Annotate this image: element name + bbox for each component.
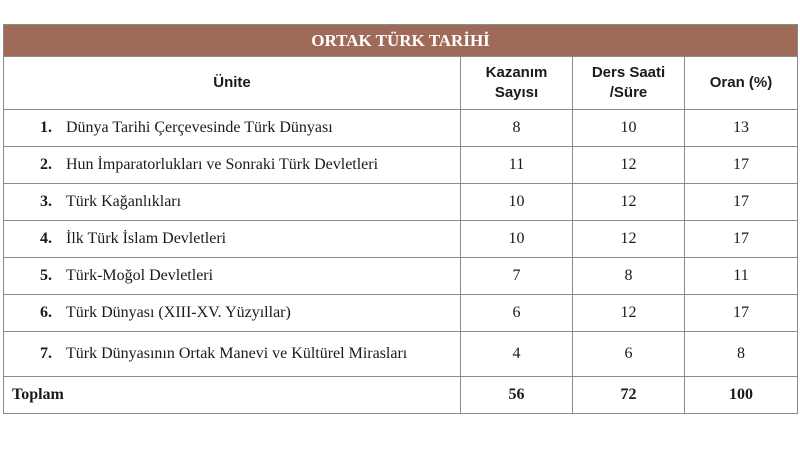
ders-value: 12 (573, 147, 685, 184)
unit-number: 2. (40, 156, 52, 173)
unit-name: Türk Kağanlıkları (66, 193, 182, 210)
total-ders: 72 (573, 377, 685, 414)
table-header-row (4, 57, 798, 110)
unit-cell (4, 332, 461, 377)
total-row (4, 377, 798, 414)
ders-value: 12 (573, 221, 685, 258)
unit-number: 4. (40, 230, 52, 247)
unit-name: Türk Dünyasının Ortak Manevi ve Kültürel Mirasları (66, 345, 408, 362)
table-row (4, 221, 798, 258)
ders-value: 10 (573, 110, 685, 147)
kazanim-value: 10 (461, 221, 573, 258)
table-row (4, 110, 798, 147)
table-title-row (4, 25, 798, 57)
kazanim-value: 11 (461, 147, 573, 184)
unit-name: Türk-Moğol Devletleri (66, 267, 214, 284)
table-row (4, 295, 798, 332)
oran-value: 17 (685, 295, 798, 332)
unit-number: 7. (40, 345, 52, 362)
header-ders-line1: Ders Saati (591, 64, 666, 81)
unit-name: Dünya Tarihi Çerçevesinde Türk Dünyası (66, 119, 333, 136)
ders-value: 8 (573, 258, 685, 295)
total-label: Toplam (4, 377, 461, 414)
header-oran: Oran (%) (685, 57, 798, 110)
unit-cell (4, 295, 461, 332)
curriculum-table (3, 24, 798, 414)
header-ders-saati (573, 57, 685, 110)
table-title: ORTAK TÜRK TARİHİ (4, 25, 798, 57)
unit-cell (4, 258, 461, 295)
total-kazanim: 56 (461, 377, 573, 414)
unit-number: 6. (40, 304, 52, 321)
oran-value: 13 (685, 110, 798, 147)
unit-name: İlk Türk İslam Devletleri (66, 230, 227, 247)
kazanim-value: 4 (461, 332, 573, 377)
kazanim-value: 10 (461, 184, 573, 221)
total-oran: 100 (685, 377, 798, 414)
header-kazanim-line2: Sayısı (494, 84, 539, 101)
table-row (4, 258, 798, 295)
unit-number: 5. (40, 267, 52, 284)
kazanim-value: 6 (461, 295, 573, 332)
header-kazanim-line1: Kazanım (485, 64, 548, 81)
header-ders-line2: /Süre (609, 84, 648, 101)
unit-number: 3. (40, 193, 52, 210)
unit-cell (4, 184, 461, 221)
oran-value: 17 (685, 221, 798, 258)
table-row (4, 147, 798, 184)
unit-cell (4, 147, 461, 184)
ders-value: 12 (573, 295, 685, 332)
ders-value: 12 (573, 184, 685, 221)
table-row (4, 184, 798, 221)
header-kazanim (461, 57, 573, 110)
unit-name: Hun İmparatorlukları ve Sonraki Türk Devletleri (66, 156, 379, 173)
unit-number: 1. (40, 119, 52, 136)
unit-cell (4, 221, 461, 258)
header-unit: Ünite (4, 57, 461, 110)
ders-value: 6 (573, 332, 685, 377)
kazanim-value: 7 (461, 258, 573, 295)
oran-value: 17 (685, 147, 798, 184)
unit-name: Türk Dünyası (XIII-XV. Yüzyıllar) (66, 304, 291, 321)
table-row (4, 332, 798, 377)
oran-value: 11 (685, 258, 798, 295)
kazanim-value: 8 (461, 110, 573, 147)
unit-cell (4, 110, 461, 147)
oran-value: 17 (685, 184, 798, 221)
oran-value: 8 (685, 332, 798, 377)
curriculum-table-container (3, 24, 797, 414)
